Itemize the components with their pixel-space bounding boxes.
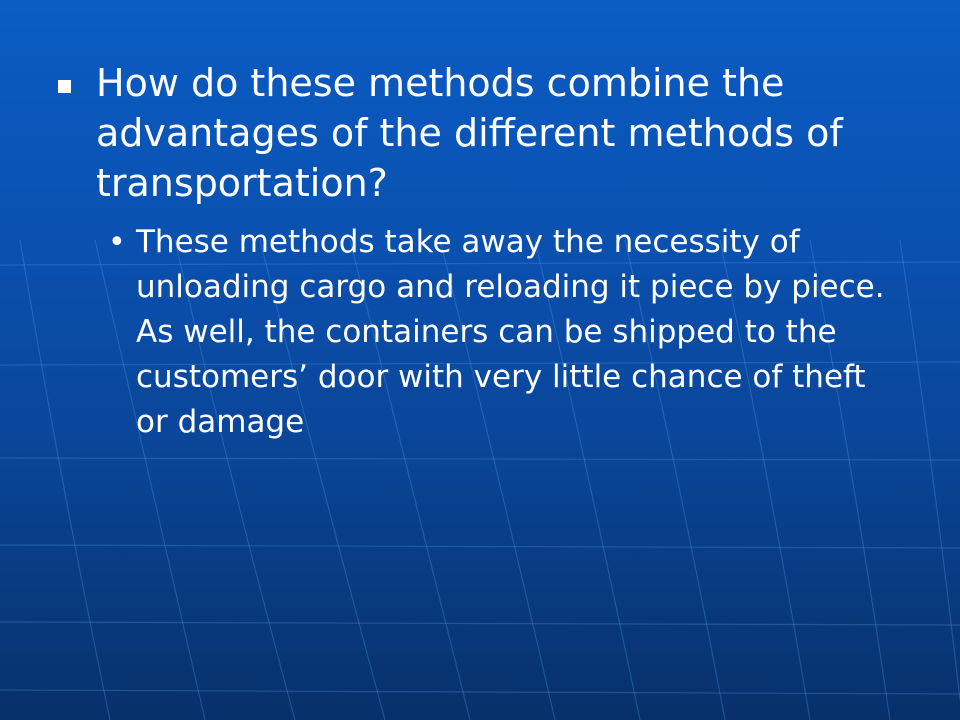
- bullet-main-text: How do these methods combine the advantages of the different methods of transportation?: [96, 61, 843, 205]
- bullet-sub-text: These methods take away the necessity of unloading cargo and reloading it piece by piece. As well, the containers can be shipped to the customers’ door with very little chance of theft or damage: [136, 224, 885, 440]
- dot-bullet-icon: •: [108, 225, 126, 260]
- square-bullet-icon: [58, 80, 71, 93]
